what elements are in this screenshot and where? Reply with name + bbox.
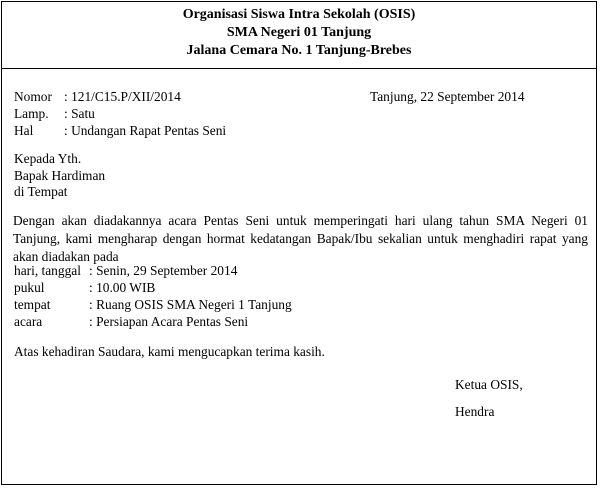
body-paragraph: Dengan akan diadakannya acara Pentas Seni untuk memperingati hari ulang tahun SMA Negeri 01 Tanjung, kami mengharap dengan hormat kedatangan Bapak/Ibu sekalian untuk menghadiri rapat yang akan diadakan pada <box>13 213 588 264</box>
detail-label: hari, tanggal <box>14 263 81 278</box>
detail-label: pukul <box>14 280 45 295</box>
signature-title: Ketua OSIS, <box>455 377 523 392</box>
detail-row <box>14 263 237 279</box>
detail-row <box>14 297 292 313</box>
hal-row <box>14 123 226 139</box>
signature-name: Hendra <box>455 404 495 419</box>
detail-value: : Persiapan Acara Pentas Seni <box>89 314 249 329</box>
nomor-value: : 121/C15.P/XII/2014 <box>64 89 181 104</box>
letter-date: Tanjung, 22 September 2014 <box>370 89 525 104</box>
letterhead-organization: Organisasi Siswa Intra Sekolah (OSIS) <box>182 7 416 22</box>
detail-row <box>14 314 248 330</box>
detail-label: acara <box>14 314 43 329</box>
detail-value: : Ruang OSIS SMA Negeri 1 Tanjung <box>89 297 292 312</box>
detail-label: tempat <box>14 297 51 312</box>
letterhead-school: SMA Negeri 01 Tanjung <box>226 25 372 40</box>
hal-label: Hal <box>14 123 34 138</box>
letterhead-address: Jalana Cemara No. 1 Tanjung-Brebes <box>186 43 412 58</box>
closing-text: Atas kehadiran Saudara, kami mengucapkan terima kasih. <box>14 344 325 359</box>
detail-value: : 10.00 WIB <box>89 280 156 295</box>
recipient-place: di Tempat <box>14 184 68 199</box>
hal-value: : Undangan Rapat Pentas Seni <box>64 123 227 138</box>
nomor-row <box>14 89 181 105</box>
detail-value: : Senin, 29 September 2014 <box>89 263 238 278</box>
lamp-label: Lamp. <box>14 106 49 121</box>
recipient-greeting: Kepada Yth. <box>14 151 82 166</box>
recipient-name: Bapak Hardiman <box>14 168 106 183</box>
lamp-value: : Satu <box>64 106 95 121</box>
letterhead <box>2 2 596 69</box>
nomor-label: Nomor <box>14 89 52 104</box>
lamp-row <box>14 106 95 122</box>
detail-row <box>14 280 155 296</box>
